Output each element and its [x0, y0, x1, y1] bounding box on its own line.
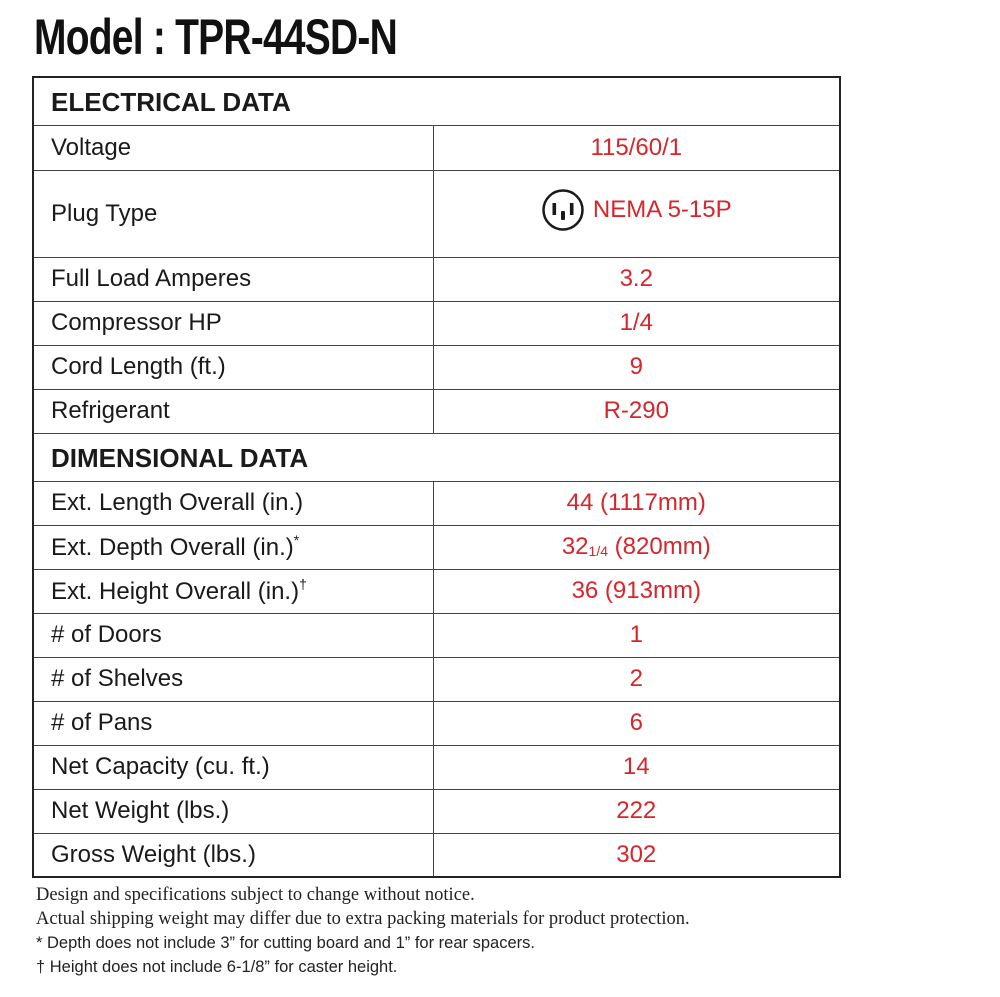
table-row-shelves: [33, 657, 840, 701]
note-design-change: Design and specifications subject to change without notice.: [36, 885, 475, 905]
row-value: 115/60/1: [433, 125, 840, 170]
table-row-ext-depth: [33, 525, 840, 569]
table-row-full-load-amperes: [33, 257, 840, 301]
row-value: 44 (1117mm): [433, 481, 840, 525]
row-label: Refrigerant: [33, 389, 433, 433]
row-value: 9: [433, 345, 840, 389]
row-label: # of Shelves: [33, 657, 433, 701]
row-value: R-290: [433, 389, 840, 433]
depth-whole: 32: [561, 533, 589, 560]
row-label: Plug Type: [33, 170, 433, 257]
table-row-refrigerant: [33, 389, 840, 433]
row-value: 1/4: [433, 301, 840, 345]
row-label: # of Pans: [33, 701, 433, 745]
note-height: † Height does not include 6-1/8” for caster height.: [36, 958, 398, 976]
table-row-net-capacity: [33, 745, 840, 789]
footnotes: [36, 883, 690, 979]
row-label: Ext. Depth Overall (in.): [51, 534, 294, 561]
section-heading: ELECTRICAL DATA: [33, 77, 840, 125]
table-row-compressor-hp: [33, 301, 840, 345]
row-value: 3.2: [433, 257, 840, 301]
row-value: 14: [433, 745, 840, 789]
row-value: NEMA 5-15P: [592, 196, 732, 223]
table-row-plug-type: [33, 170, 840, 257]
table-row-ext-length: [33, 481, 840, 525]
table-row-doors: [33, 613, 840, 657]
row-value: 302: [433, 833, 840, 877]
row-value: 36 (913mm): [433, 569, 840, 613]
row-value-cell: [433, 170, 840, 257]
row-label: Compressor HP: [33, 301, 433, 345]
footnote-mark: †: [299, 576, 307, 592]
row-value: 222: [433, 789, 840, 833]
footnote-mark: *: [293, 532, 300, 548]
page-title: Model : TPR-44SD-N: [34, 9, 397, 65]
table-row-gross-weight: [33, 833, 840, 877]
row-label: Net Capacity (cu. ft.): [33, 745, 433, 789]
table-row-cord-length: [33, 345, 840, 389]
plug-type-value: [541, 188, 732, 232]
row-label: Ext. Height Overall (in.): [51, 578, 300, 605]
row-value: 2: [433, 657, 840, 701]
nema-5-15-plug-icon: [541, 188, 585, 232]
table-row-net-weight: [33, 789, 840, 833]
row-value: 6: [433, 701, 840, 745]
row-label-cell: [33, 525, 433, 569]
row-value: 1: [433, 613, 840, 657]
row-label: Ext. Length Overall (in.): [33, 481, 433, 525]
row-label: Net Weight (lbs.): [33, 789, 433, 833]
row-value-cell: [433, 525, 840, 569]
row-label: Gross Weight (lbs.): [33, 833, 433, 877]
table-row-pans: [33, 701, 840, 745]
row-label: Cord Length (ft.): [33, 345, 433, 389]
depth-fraction: 1/4: [588, 543, 608, 559]
section-heading: DIMENSIONAL DATA: [33, 433, 840, 481]
table-row-voltage: [33, 125, 840, 170]
table-row-ext-height: [33, 569, 840, 613]
note-depth: * Depth does not include 3” for cutting board and 1” for rear spacers.: [36, 934, 535, 952]
note-shipping-weight: Actual shipping weight may differ due to extra packing materials for product protection.: [36, 909, 690, 929]
row-label-cell: [33, 569, 433, 613]
row-label: Voltage: [33, 125, 433, 170]
section-header-dimensional: [33, 433, 840, 481]
row-label: Full Load Amperes: [33, 257, 433, 301]
spec-table: [32, 76, 841, 878]
section-header-electrical: [33, 77, 840, 125]
depth-metric: (820mm): [614, 533, 711, 560]
row-label: # of Doors: [33, 613, 433, 657]
